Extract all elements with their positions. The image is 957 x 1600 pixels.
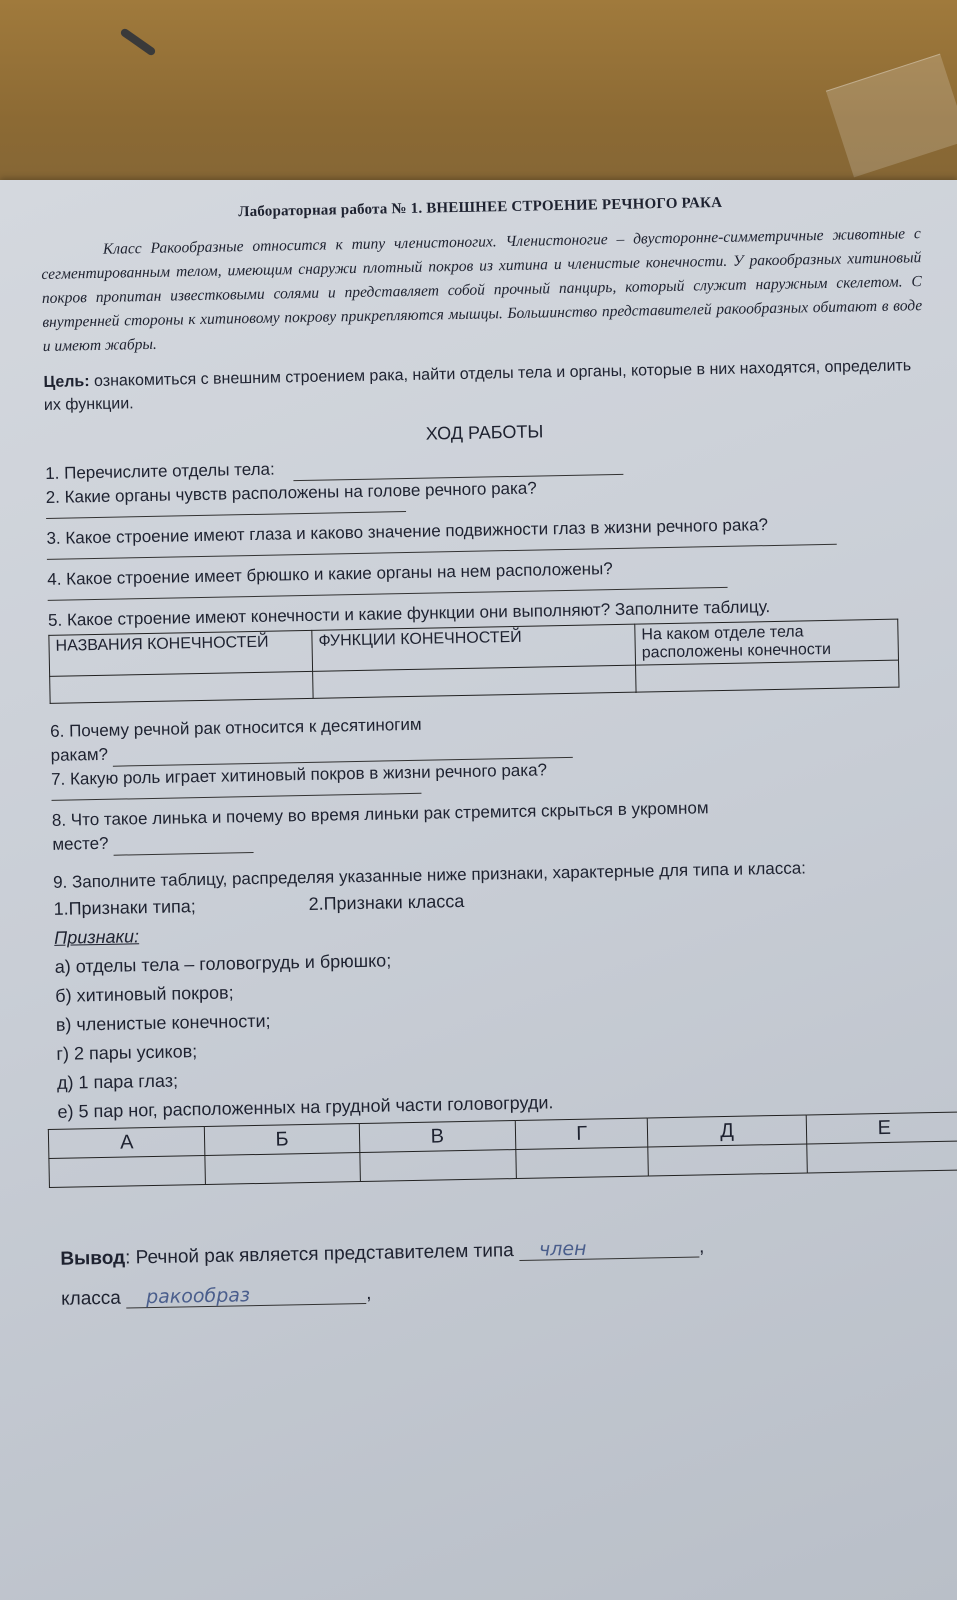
limbs-header-section: На каком отделе тела расположены конечности: [635, 619, 899, 665]
conclusion-text-1: : Речной рак является представителем типа: [124, 1240, 514, 1269]
conclusion-answer-type[interactable]: член: [519, 1237, 699, 1261]
signs-header-d: Д: [648, 1115, 807, 1147]
limbs-table: [48, 619, 899, 704]
conclusion-label: Вывод: [60, 1247, 126, 1270]
page-title: Лабораторная работа № 1. ВНЕШНЕЕ СТРОЕНИЕ РЕЧНОГО РАКА: [238, 194, 723, 221]
question-4: 4. Какое строение имеет брюшко и какие органы на нем расположены?: [47, 559, 613, 589]
conclusion-comma-2: ,: [365, 1282, 372, 1304]
signs-cell[interactable]: [806, 1141, 957, 1173]
signs-cell[interactable]: [359, 1150, 516, 1182]
signs-header-g: Г: [515, 1118, 648, 1150]
sign-item: б) хитиновый покров;: [55, 982, 234, 1006]
conclusion-text-2: класса: [60, 1287, 122, 1310]
question-8-text-2: месте?: [52, 833, 109, 854]
signs-cell[interactable]: [49, 1156, 206, 1188]
sign-item: в) членистые конечности;: [55, 1010, 271, 1035]
sign-item: е) 5 пар ног, расположенных на грудной части головогруди.: [57, 1092, 554, 1122]
conclusion-comma-1: ,: [698, 1236, 705, 1258]
conclusion: [60, 1223, 941, 1320]
question-1-text: 1. Перечислите отделы тела:: [45, 459, 275, 483]
question-6-text: 6. Почему речной рак относится к десятиногим: [50, 714, 422, 741]
signs-cell[interactable]: [516, 1147, 649, 1179]
limbs-cell[interactable]: [50, 671, 313, 703]
limbs-cell[interactable]: [313, 665, 636, 698]
signs-header-a: А: [48, 1127, 205, 1159]
goal-text: ознакомиться с внешним строением рака, найти отделы тела и органы, которые в них находятся, определить их функции.: [43, 357, 912, 414]
answer-line-8[interactable]: [113, 834, 253, 856]
signs-header-v: В: [359, 1121, 516, 1153]
section-title: ХОД РАБОТЫ: [425, 421, 544, 444]
signs-label: Признаки:: [53, 926, 140, 948]
limbs-header-names: НАЗВАНИЯ КОНЕЧНОСТЕЙ: [49, 630, 313, 676]
question-6-text-2: ракам?: [50, 744, 109, 765]
limbs-cell[interactable]: [636, 660, 899, 692]
question-8: [52, 792, 933, 857]
limbs-header-functions: ФУНКЦИИ КОНЕЧНОСТЕЙ: [312, 624, 636, 671]
signs-header-b: Б: [205, 1124, 360, 1156]
signs-cell[interactable]: [205, 1153, 360, 1185]
question-9: 9. Заполните таблицу, распределяя указанные ниже признаки, характерные для типа и класса:: [52, 858, 807, 892]
signs-cell[interactable]: [648, 1144, 807, 1176]
question-8-text: 8. Что такое линька и почему во время линьки рак стремится скрыться в укромном: [51, 798, 709, 830]
intro-paragraph: Класс Ракообразные относится к типу членистоногих. Членистоногие – двусторонне-симметричные животные с сегментированным телом, имеющим снаружи плотный покров из хитина и членистые конечности. У ракообразных хитиновый покров пропитан известковыми солями и представляет собой прочный панцирь, который служит наружным скелетом. С внутренней стороны к хитиновому покрову прикрепляются мышцы. Большинство представителей ракообразных обитают в воде и имеют жабры.: [41, 225, 923, 355]
signs-type-label: 1.Признаки типа;: [53, 896, 196, 919]
goal-paragraph: [43, 354, 924, 417]
conclusion-answer-class[interactable]: ракообраз: [126, 1283, 366, 1309]
sign-item: а) отделы тела – головогрудь и брюшко;: [54, 950, 392, 977]
question-2: 2. Какие органы чувств расположены на голове речного рака?: [45, 478, 537, 507]
question-7: 7. Какую роль играет хитиновый покров в жизни речного рака?: [50, 760, 548, 789]
question-3: 3. Какое строение имеют глаза и каково значение подвижности глаз в жизни речного рака?: [46, 515, 769, 548]
signs-class-label: 2.Признаки класса: [308, 890, 465, 914]
question-5: 5. Какое строение имеют конечности и какие функции они выполняют? Заполните таблицу.: [47, 597, 771, 630]
sign-item: д) 1 пара глаз;: [56, 1070, 179, 1093]
worksheet-content: [40, 183, 941, 1320]
signs-header-e: Е: [806, 1112, 957, 1144]
goal-label: Цель:: [43, 373, 90, 391]
sign-item: г) 2 пары усиков;: [56, 1041, 198, 1064]
